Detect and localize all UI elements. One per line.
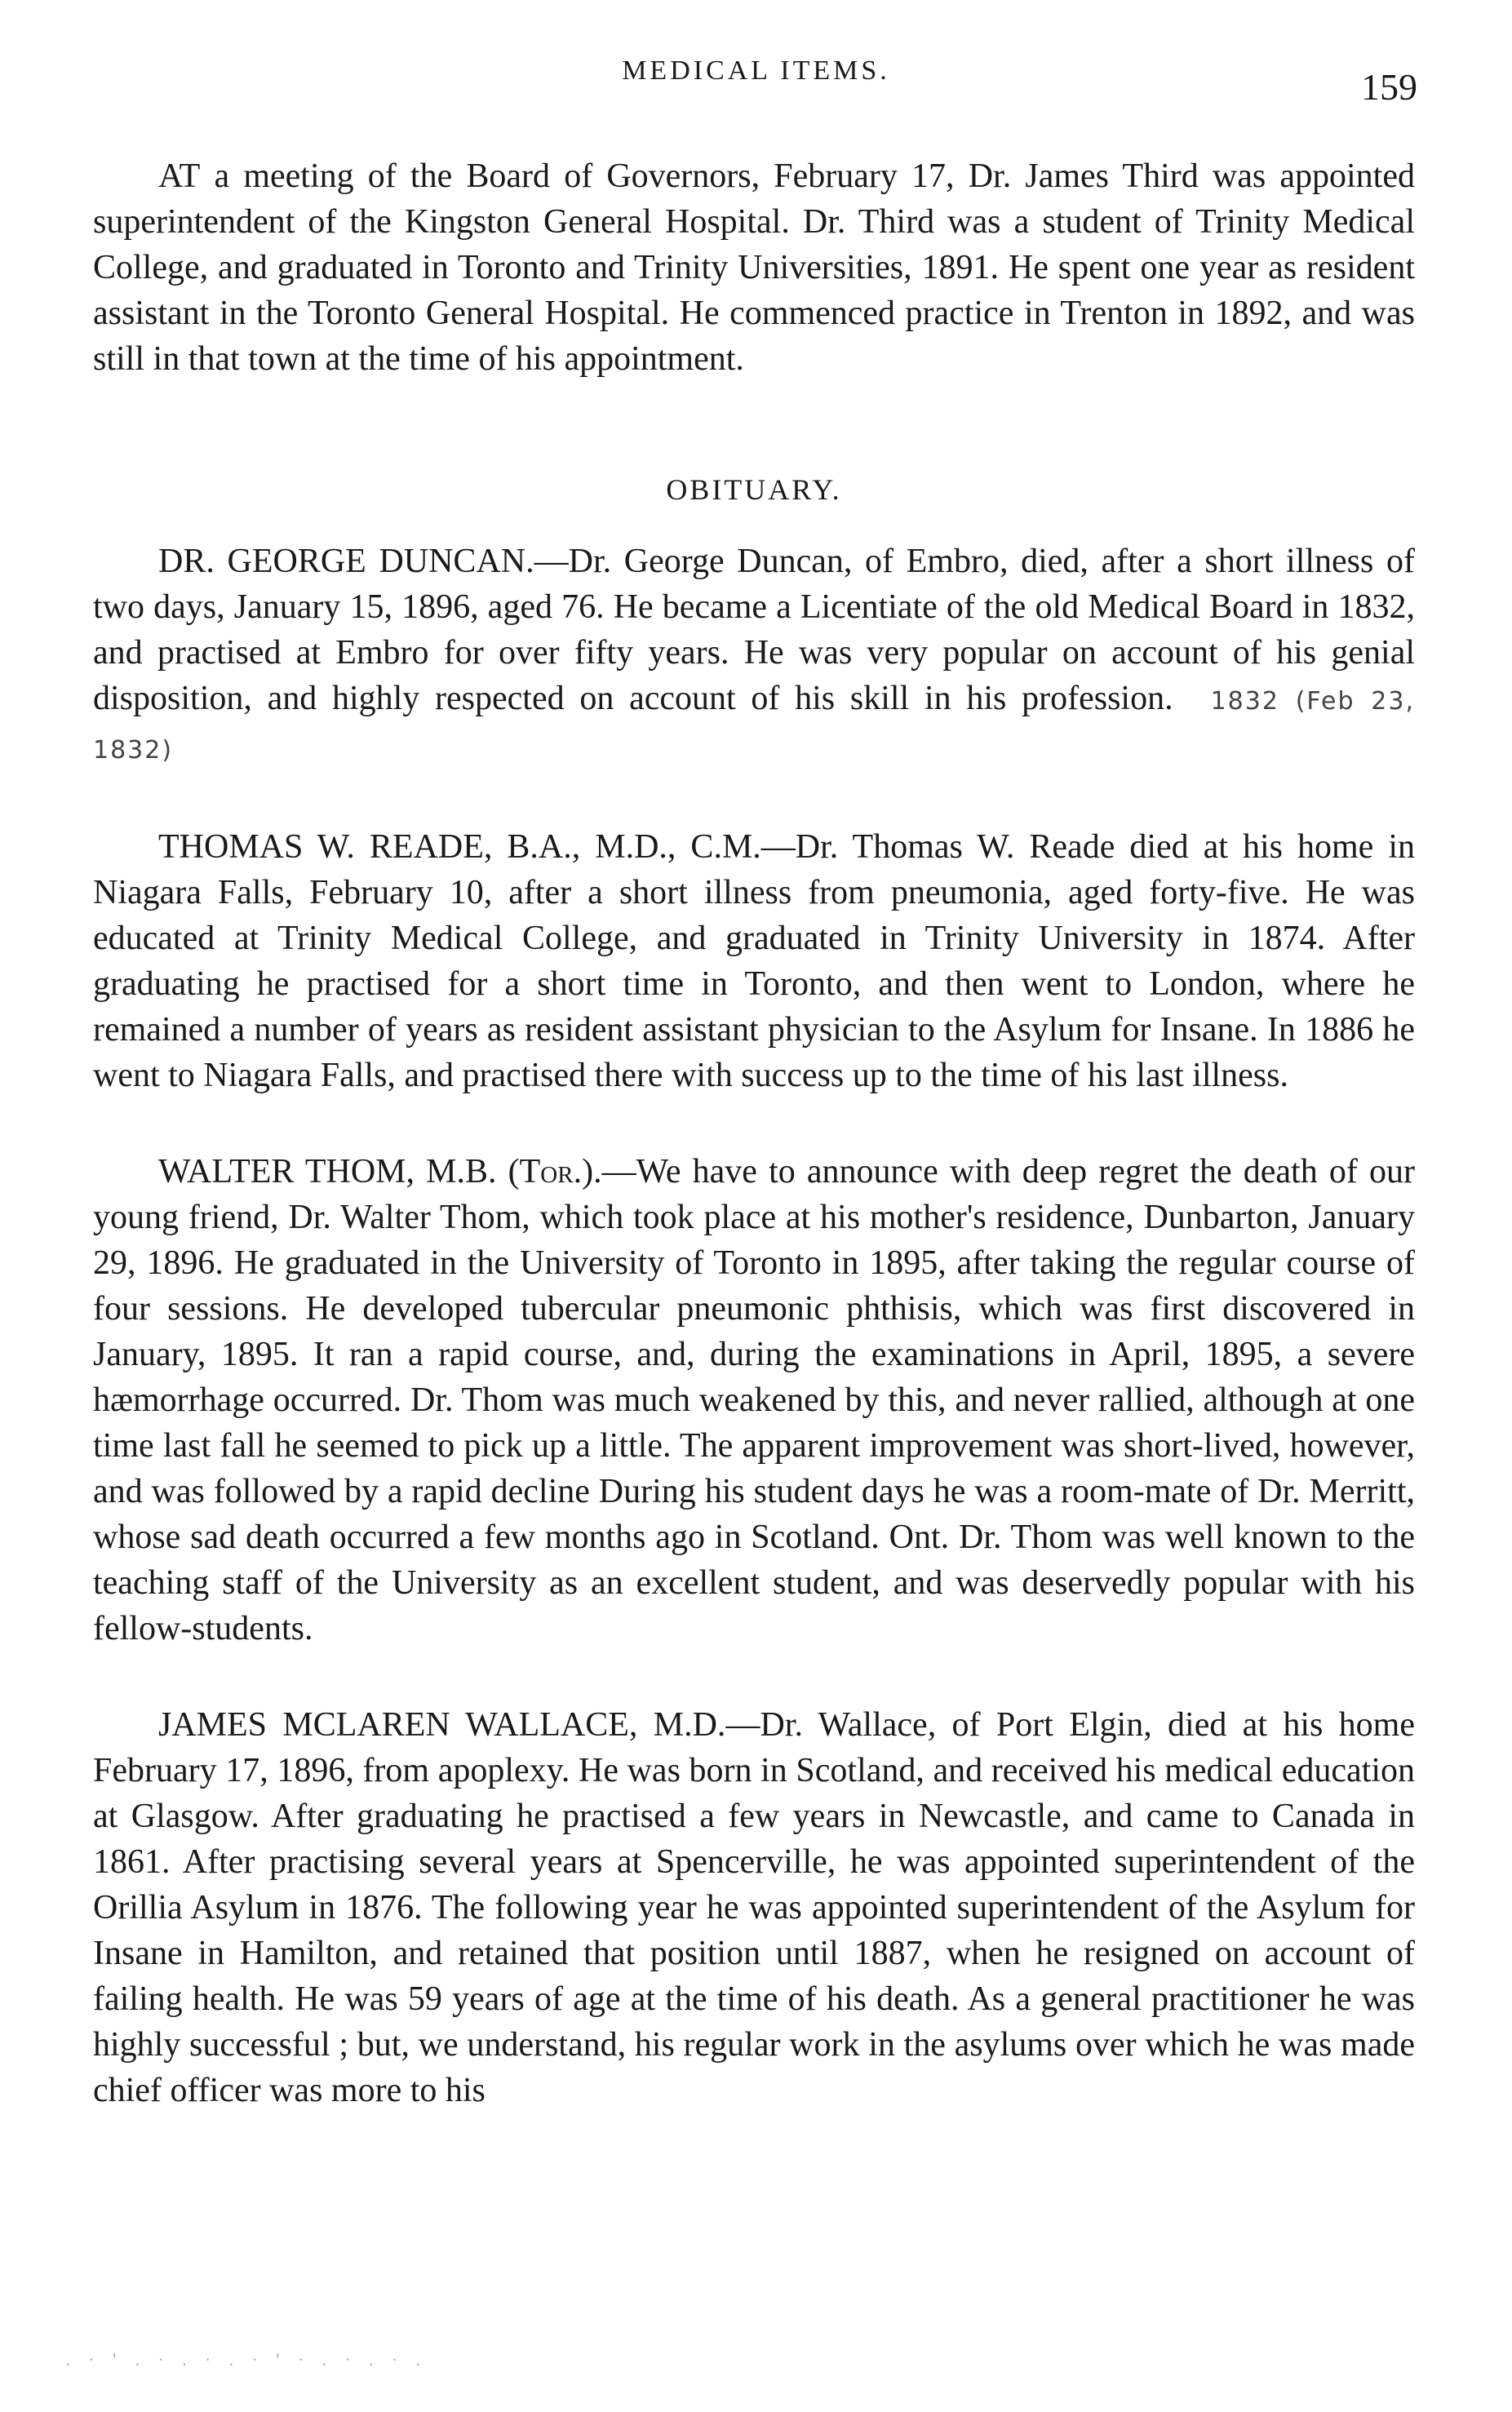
- notice-text: a meeting of the Board of Governors, February 17, Dr. James Third was appointed superintendent of the Kingston General Hospital. Dr. Third was a student of Trinity Medical College, and graduated in Toronto and Trinity Universities, 1891. He spent one year as resident assistant in the Toronto General Hospital. He commenced practice in Trenton in 1892, and was still in that town at the time of his appointment.: [93, 157, 1415, 378]
- obituary-name: WALTER THOM, M.B. (Tor.).: [158, 1153, 602, 1190]
- notice-lead: AT: [158, 157, 201, 195]
- page-body: [93, 153, 1415, 2113]
- obituary-entry: [93, 539, 1415, 774]
- obituary-entry: [93, 1149, 1415, 1652]
- appointment-notice: [93, 153, 1415, 382]
- handwritten-note: 1832 (Feb 23, 1832): [93, 687, 1415, 765]
- scan-margin-marks: . · ' . · . · . · ' · . · . · .: [65, 2350, 428, 2370]
- obituary-text: —Dr. George Duncan, of Embro, died, after a short illness of two days, January 15, 1896, aged 76. He became a Licentiate of the old Medical Board in 1832, and practised at Embro for over fifty years. He was very popular on account of his genial disposition, and highly respected on account of his skill in his profession.: [93, 543, 1415, 717]
- running-head: MEDICAL ITEMS.: [622, 55, 890, 86]
- obituary-text: —We have to announce with deep regret the death of our young friend, Dr. Walter Thom, which took place at his mother's residence, Dunbarton, January 29, 1896. He graduated in the University of Toronto in 1895, after taking the regular course of four sessions. He developed tubercular pneumonic phthisis, which was first discovered in January, 1895. It ran a rapid course, and, during the examinations in April, 1895, a severe hæmorrhage occurred. Dr. Thom was much weakened by this, and never rallied, although at one time last fall he seemed to pick up a little. The apparent improvement was short-lived, however, and was followed by a rapid decline During his student days he was a room-mate of Dr. Merritt, whose sad death occurred a few months ago in Scotland. Ont. Dr. Thom was well known to the teaching staff of the University as an excellent student, and was deservedly popular with his fellow-students.: [93, 1153, 1415, 1647]
- obituary-entry: [93, 824, 1415, 1098]
- obituary-name: JAMES MCLAREN WALLACE, M.D.: [158, 1706, 726, 1744]
- page-number: 159: [1361, 66, 1417, 108]
- obituary-text: —Dr. Thomas W. Reade died at his home in Niagara Falls, February 10, after a short illness from pneumonia, aged forty-five. He was educated at Trinity Medical College, and graduated in Trinity University in 1874. After graduating he practised for a short time in Toronto, and then went to London, where he remained a number of years as resident assistant physician to the Asylum for Insane. In 1886 he went to Niagara Falls, and practised there with success up to the time of his last illness.: [93, 828, 1415, 1094]
- obituary-text: —Dr. Wallace, of Port Elgin, died at his home February 17, 1896, from apoplexy. He was born in Scotland, and received his medical education at Glasgow. After graduating he practised a few years in Newcastle, and came to Canada in 1861. After practising several years at Spencerville, he was appointed superintendent of the Orillia Asylum in 1876. The following year he was appointed superintendent of the Asylum for Insane in Hamilton, and retained that position until 1887, when he resigned on account of failing health. He was 59 years of age at the time of his death. As a general practitioner he was highly successful ; but, we understand, his regular work in the asylums over which he was made chief officer was more to his: [93, 1706, 1415, 2109]
- obituary-entry: [93, 1702, 1415, 2113]
- obituary-heading: OBITUARY.: [666, 473, 842, 506]
- obituary-name: THOMAS W. READE, B.A., M.D., C.M.: [158, 828, 761, 866]
- obituary-name: DR. GEORGE DUNCAN.: [158, 543, 534, 580]
